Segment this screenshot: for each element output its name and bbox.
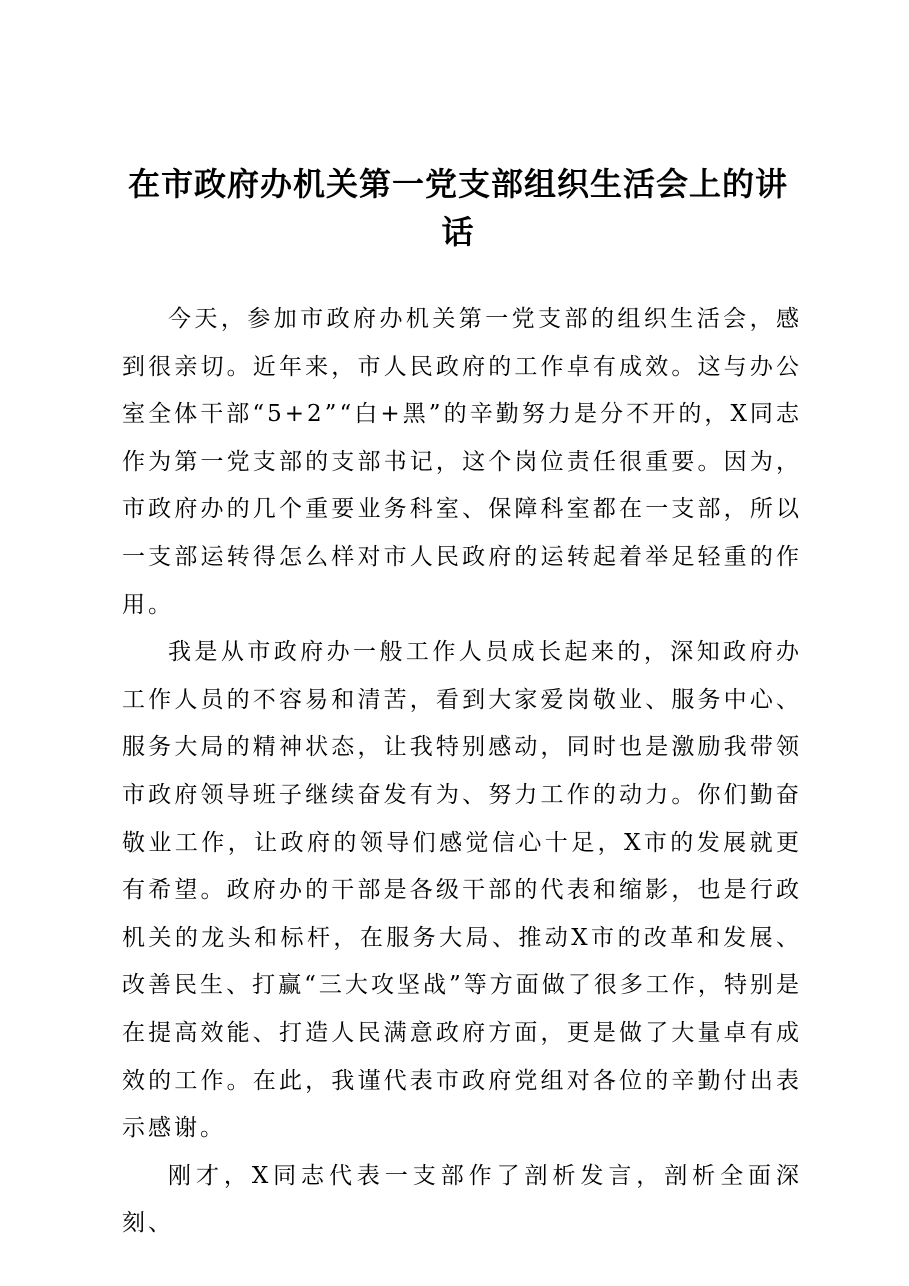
paragraph-3: 刚才，X同志代表一支部作了剖析发言，剖析全面深刻、	[122, 1162, 802, 1237]
document-body	[122, 296, 802, 1248]
paragraph-1: 今天，参加市政府办机关第一党支部的组织生活会，感到很亲切。近年来，市人民政府的工作卓有成效。这与办公室全体干部“5+2”“白+黑”的辛勤努力是分不开的，X同志作为第一党支部的支部书记，这个岗位责任很重要。因为，市政府办的几个重要业务科室、保障科室都在一支部，所以一支部运转得怎么样对市人民政府的运转起着举足轻重的作用。	[122, 306, 802, 618]
document-title: 在市政府办机关第一党支部组织生活会上的讲话	[127, 165, 788, 251]
paragraph-2: 我是从市政府办一般工作人员成长起来的，深知政府办工作人员的不容易和清苦，看到大家爱岗敬业、服务中心、服务大局的精神状态，让我特别感动，同时也是激励我带领市政府领导班子继续奋发有为、努力工作的动力。你们勤奋敬业工作，让政府的领导们感觉信心十足，X市的发展就更有希望。政府办的干部是各级干部的代表和缩影，也是行政机关的龙头和标杆，在服务大局、推动X市的改革和发展、改善民生、打赢“三大攻坚战”等方面做了很多工作，特别是在提高效能、打造人民满意政府方面，更是做了大量卓有成效的工作。在此，我谨代表市政府党组对各位的辛勤付出表示感谢。	[122, 639, 802, 1142]
